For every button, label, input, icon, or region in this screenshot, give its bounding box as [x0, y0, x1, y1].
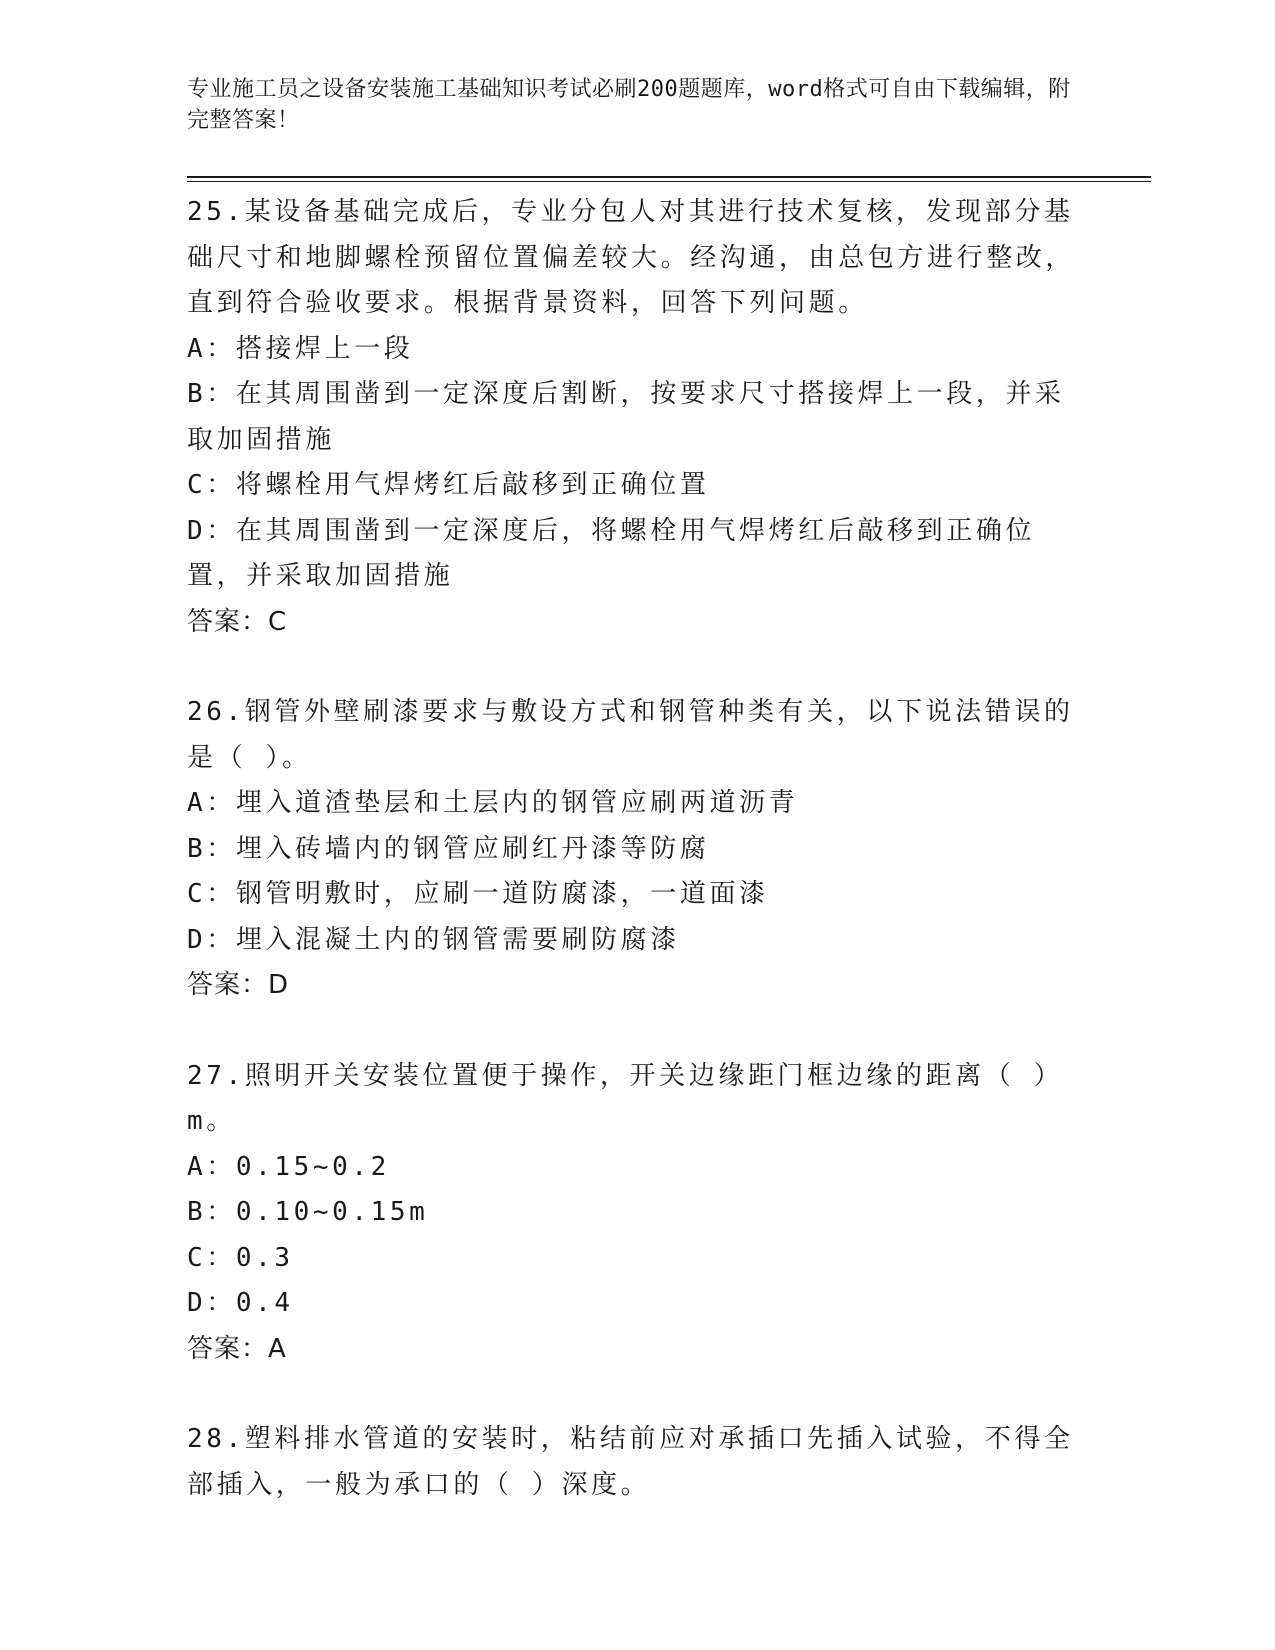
option-b: B：埋入砖墙内的钢管应刷红丹漆等防腐: [187, 833, 710, 864]
option-b: B：0.10~0.15m: [187, 1197, 429, 1227]
option-c: C：将螺栓用气焊烤红后敲移到正确位置: [187, 470, 710, 500]
option-a: A：埋入道渣垫层和土层内的钢管应刷两道沥青: [187, 788, 799, 818]
option-c: C：钢管明敷时，应刷一道防腐漆，一道面漆: [187, 879, 769, 909]
document-title: 专业施工员之设备安装施工基础知识考试必刷200题题库，word格式可自由下载编辑，附完整答案！: [187, 77, 1071, 133]
option-d: D：在其周围凿到一定深度后，将螺栓用气焊烤红后敲移到正确位置，并采取加固措施: [187, 515, 1036, 591]
option-c: C：0.3: [187, 1242, 294, 1273]
question-stem: 25.某设备基础完成后，专业分包人对其进行技术复核，发现部分基础尺寸和地脚螺栓预留位置偏差较大。经沟通，由总包方进行整改，直到符合验收要求。根据背景资料，回答下列问题。: [187, 197, 1076, 318]
option-d: D：0.4: [187, 1288, 294, 1318]
answer-label: 答案：A: [187, 1333, 287, 1364]
question-stem: 28.塑料排水管道的安装时，粘结前应对承插口先插入试验，不得全部插入，一般为承口的（ ）深度。: [187, 1424, 1074, 1500]
question-27: [187, 1054, 1077, 1373]
document-header: [187, 74, 1087, 136]
question-25: [187, 190, 1077, 645]
option-a: A：搭接焊上一段: [187, 333, 414, 364]
question-list: [187, 190, 1077, 1553]
answer-label: 答案：D: [187, 970, 290, 1000]
question-26: [187, 690, 1077, 1009]
header-divider-thin: [187, 181, 1151, 182]
header-divider-thick: [187, 176, 1151, 178]
question-stem: 27.照明开关安装位置便于操作，开关边缘距门框边缘的距离（ ）m。: [187, 1060, 1064, 1136]
option-d: D：埋入混凝土内的钢管需要刷防腐漆: [187, 924, 680, 955]
question-stem: 26.钢管外壁刷漆要求与敷设方式和钢管种类有关，以下说法错误的是（ ）。: [187, 697, 1074, 773]
option-a: A：0.15~0.2: [187, 1151, 390, 1182]
question-28: [187, 1417, 1077, 1508]
answer-label: 答案：C: [187, 606, 288, 637]
option-b: B：在其周围凿到一定深度后割断，按要求尺寸搭接焊上一段，并采取加固措施: [187, 379, 1065, 455]
